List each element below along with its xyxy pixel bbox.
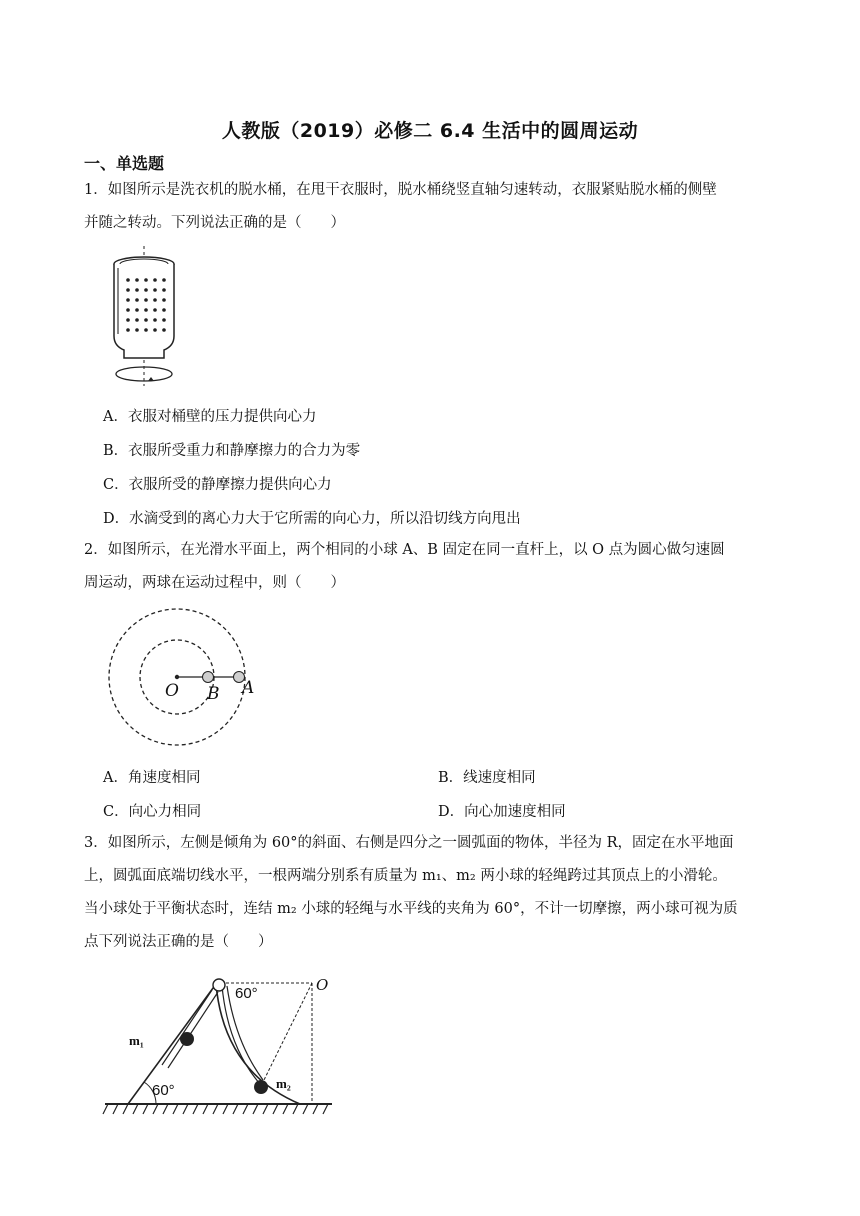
m2-label: m₂ [276, 1076, 291, 1091]
question-1-option-d[interactable]: D．水滴受到的离心力大于它所需的向心力，所以沿切线方向甩出 [103, 511, 521, 527]
spin-dryer-drum-figure [104, 246, 184, 396]
question-2-stem-line1: 2．如图所示，在光滑水平面上，两个相同的小球 A、B 固定在同一直杆上，以 O 点为圆心做匀速圆 [84, 542, 725, 558]
angle-top-label: 60° [235, 985, 258, 1002]
question-2-option-b[interactable]: B．线速度相同 [438, 770, 536, 786]
question-1-option-b[interactable]: B．衣服所受重力和静摩擦力的合力为零 [103, 443, 361, 459]
question-3-stem-line4: 点下列说法正确的是（ ） [84, 934, 273, 950]
ball-b-label: B [207, 684, 220, 704]
question-3-stem [84, 827, 784, 959]
question-2-stem-line2: 周运动，两球在运动过程中，则（ ） [84, 575, 345, 591]
angle-bottom-label: 60° [152, 1082, 175, 1099]
question-3-stem-line3: 当小球处于平衡状态时，连结 m₂ 小球的轻绳与水平线的夹角为 60°，不计一切摩擦，两小球可视为质 [84, 901, 738, 917]
question-1-stem [84, 174, 784, 240]
concentric-circles-figure [104, 606, 254, 751]
question-2-option-d[interactable]: D．向心加速度相同 [438, 804, 566, 820]
question-1-option-c[interactable]: C．衣服所受的静摩擦力提供向心力 [103, 477, 332, 493]
point-o-label: O [165, 681, 179, 701]
question-2-option-c[interactable]: C．向心力相同 [103, 804, 202, 820]
question-2-option-a[interactable]: A．角速度相同 [103, 770, 201, 786]
section-heading: 一、单选题 [84, 154, 165, 173]
question-3-stem-line2: 上，圆弧面底端切线水平，一根两端分别系有质量为 m₁、m₂ 两小球的轻绳跨过其顶点上的小滑轮。 [84, 868, 727, 884]
page-title: 人教版（2019）必修二 6.4 生活中的圆周运动 [221, 120, 639, 142]
question-1-option-a[interactable]: A．衣服对桶壁的压力提供向心力 [103, 409, 317, 425]
question-3-stem-line1: 3．如图所示，左侧是倾角为 60°的斜面、右侧是四分之一圆弧面的物体，半径为 R，固定在水平地面 [84, 835, 734, 851]
question-1-stem-line2: 并随之转动。下列说法正确的是（ ） [84, 215, 345, 231]
m1-label: m₁ [129, 1033, 144, 1048]
question-2-stem [84, 534, 784, 600]
question-1-stem-line1: 1．如图所示是洗衣机的脱水桶，在甩干衣服时，脱水桶绕竖直轴匀速转动，衣服紧贴脱水桶的侧壁 [84, 182, 717, 198]
ball-a-label: A [242, 678, 255, 698]
center-o-label: O [316, 976, 329, 994]
